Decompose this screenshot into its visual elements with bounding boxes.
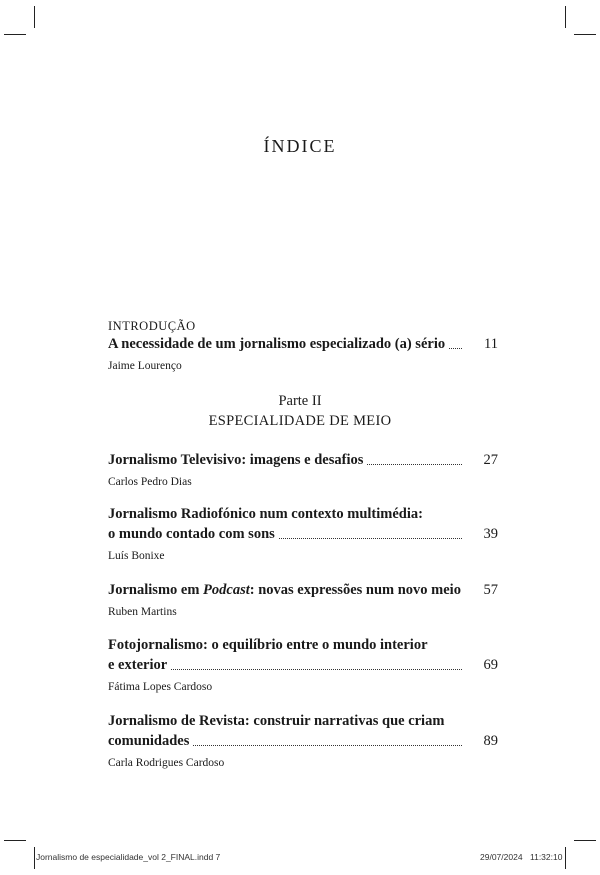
entry-author: Fátima Lopes Cardoso — [108, 681, 213, 693]
entry-author: Carla Rodrigues Cardoso — [108, 757, 225, 769]
toc-line — [108, 655, 498, 675]
entry-author: Jaime Lourenço — [108, 360, 182, 372]
entry-title: Jornalismo Radiofónico num contexto multimédia: — [108, 506, 427, 522]
crop-mark — [574, 840, 596, 841]
entry-title: Fotojornalismo: o equilíbrio entre o mundo interior — [108, 637, 432, 653]
part-label: Parte II — [278, 393, 322, 409]
toc-line — [108, 731, 498, 751]
crop-mark — [4, 840, 26, 841]
toc-line — [108, 450, 498, 470]
entry-title: Jornalismo em Podcast: novas expressões num novo meio — [108, 582, 465, 598]
footer-filename: Jornalismo de especialidade_vol 2_FINAL.indd 7 — [36, 852, 221, 862]
toc-line — [108, 635, 498, 655]
entry-author: Ruben Martins — [108, 606, 177, 618]
toc-entry — [108, 580, 498, 620]
toc-entry — [108, 504, 498, 564]
crop-mark — [4, 34, 26, 35]
toc-line — [108, 524, 498, 544]
toc-line — [108, 504, 498, 524]
section-label: INTRODUÇÃO — [108, 319, 196, 333]
toc-entry — [108, 450, 498, 490]
toc-line — [108, 334, 498, 354]
entry-title-cont: e exterior — [108, 657, 171, 673]
entry-title: A necessidade de um jornalismo especializado (a) sério — [108, 336, 449, 352]
toc-line — [108, 711, 498, 731]
toc-entry — [108, 635, 498, 695]
entry-title: Jornalismo Televisivo: imagens e desafios — [108, 452, 367, 468]
page-number: 89 — [480, 731, 499, 751]
crop-mark — [34, 6, 35, 28]
entry-title-cont: comunidades — [108, 733, 193, 749]
page-number: 69 — [480, 655, 499, 675]
part-title: ESPECIALIDADE DE MEIO — [208, 413, 392, 429]
page-number: 39 — [480, 524, 499, 544]
page-number: 11 — [480, 334, 498, 354]
crop-mark — [574, 34, 596, 35]
italic-word: Podcast — [203, 582, 250, 598]
footer-time: 11:32:10 — [530, 852, 563, 862]
entry-author: Carlos Pedro Dias — [108, 476, 192, 488]
page-number: 27 — [480, 450, 499, 470]
toc-line — [108, 580, 498, 600]
footer-date: 29/07/2024 — [480, 852, 523, 862]
crop-mark — [34, 847, 35, 869]
crop-mark — [565, 6, 566, 28]
page-number: 57 — [480, 580, 499, 600]
intro-entry — [108, 318, 498, 374]
page-title: ÍNDICE — [263, 136, 337, 156]
entry-title: Jornalismo de Revista: construir narrativas que criam — [108, 713, 448, 729]
entry-title-cont: o mundo contado com sons — [108, 526, 279, 542]
entry-author: Luís Bonixe — [108, 550, 165, 562]
toc-entry — [108, 711, 498, 771]
crop-mark — [565, 847, 566, 869]
